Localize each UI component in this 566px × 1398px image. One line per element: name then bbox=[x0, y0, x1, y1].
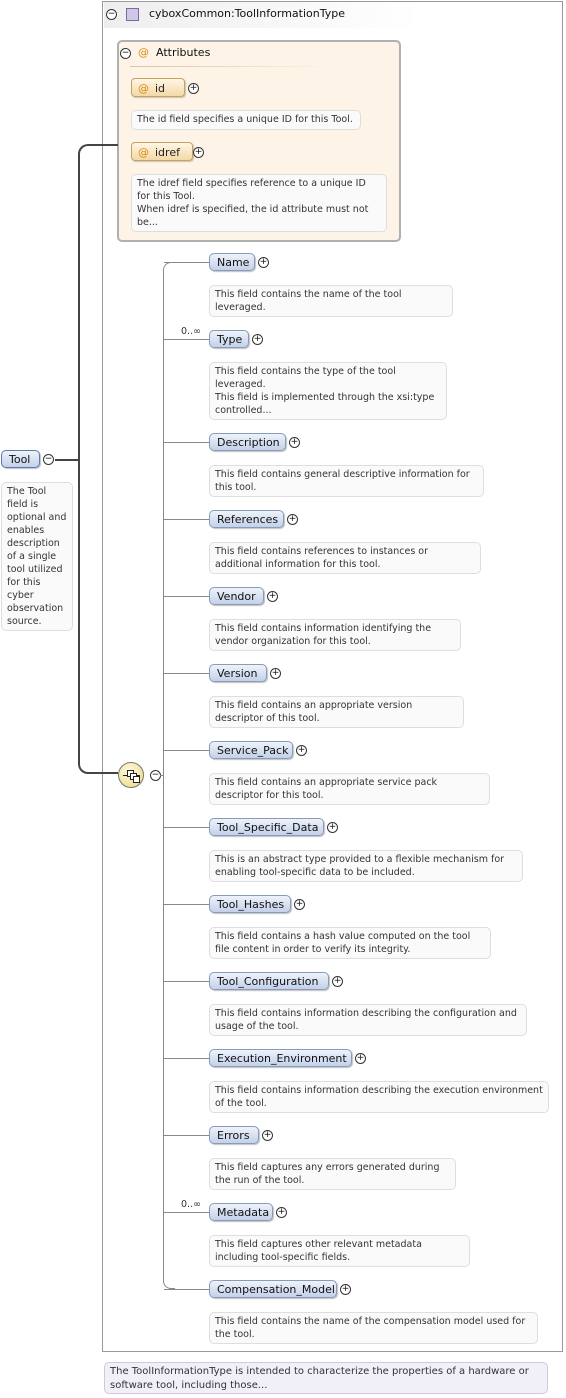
element-connector bbox=[164, 519, 209, 520]
element-connector bbox=[164, 596, 209, 597]
expand-icon[interactable]: + bbox=[333, 976, 342, 986]
element-doc: This field captures any errors generated during the run of the tool. bbox=[209, 1158, 456, 1190]
element-connector bbox=[164, 1058, 209, 1059]
element-doc: This field contains an appropriate version descriptor of this tool. bbox=[209, 696, 464, 728]
element-doc: This field captures other relevant metadata including tool-specific fields. bbox=[209, 1235, 470, 1267]
element-errors[interactable]: Errors bbox=[209, 1126, 259, 1144]
element-tool-specific-data[interactable]: Tool_Specific_Data bbox=[209, 818, 324, 836]
element-doc: This field contains a hash value computed on the tool file content in order to verify its integrity. bbox=[209, 927, 491, 959]
expand-icon[interactable]: + bbox=[295, 899, 304, 909]
type-name: cyboxCommon:ToolInformationType bbox=[149, 7, 345, 20]
element-doc: This field contains general descriptive information for this tool. bbox=[209, 465, 484, 497]
root-element-tool[interactable]: Tool bbox=[1, 450, 40, 468]
sequence-icon-box bbox=[133, 776, 140, 783]
expand-icon[interactable]: + bbox=[288, 514, 297, 524]
expand-icon[interactable]: + bbox=[341, 1284, 350, 1294]
element-connector bbox=[164, 673, 209, 674]
element-connector bbox=[164, 750, 209, 751]
attribute-idref[interactable] bbox=[131, 142, 193, 161]
element-connector bbox=[164, 1212, 209, 1213]
type-doc: The ToolInformationType is intended to characterize the properties of a hardware or software tool, including those... bbox=[104, 1362, 548, 1394]
expand-icon[interactable]: + bbox=[297, 745, 306, 755]
element-connector bbox=[164, 1135, 209, 1136]
element-doc: This field contains information identifying the vendor organization for this tool. bbox=[209, 619, 461, 651]
attribute-at-icon: @ bbox=[138, 146, 149, 159]
expand-icon[interactable]: + bbox=[194, 147, 203, 157]
element-doc: This field contains information describing the execution environment of the tool. bbox=[209, 1081, 549, 1113]
element-connector bbox=[164, 442, 209, 443]
element-connector bbox=[164, 827, 209, 828]
expand-icon[interactable]: + bbox=[277, 1207, 286, 1217]
element-execution-environment[interactable]: Execution_Environment bbox=[209, 1049, 352, 1067]
root-doc: The Tool field is optional and enables description of a single tool utilized for this cyber observation source. bbox=[1, 482, 73, 631]
expand-icon[interactable]: + bbox=[268, 591, 277, 601]
attribute-at-icon: @ bbox=[138, 82, 149, 95]
element-doc: This field contains the type of the tool leveraged. This field is implemented through the xsi:type controlled... bbox=[209, 362, 447, 420]
attributes-title: Attributes bbox=[156, 46, 211, 59]
element-version[interactable]: Version bbox=[209, 664, 267, 682]
element-references[interactable]: References bbox=[209, 510, 284, 528]
sequence-compositor-icon[interactable] bbox=[118, 762, 144, 788]
expand-icon[interactable]: + bbox=[189, 83, 198, 93]
attribute-id[interactable] bbox=[131, 78, 185, 97]
element-type[interactable]: Type bbox=[209, 330, 249, 348]
complex-type-icon bbox=[126, 8, 139, 21]
element-doc: This field contains information describing the configuration and usage of the tool. bbox=[209, 1004, 527, 1036]
attributes-title-underline bbox=[130, 66, 330, 67]
element-description[interactable]: Description bbox=[209, 433, 286, 451]
expand-icon[interactable]: + bbox=[259, 257, 268, 267]
root-collapse-icon[interactable]: − bbox=[44, 454, 53, 464]
sequence-collapse-icon[interactable]: − bbox=[151, 770, 160, 780]
type-collapse-icon[interactable]: − bbox=[107, 9, 116, 19]
multiplicity-label: 0..∞ bbox=[181, 1199, 201, 1210]
element-connector bbox=[164, 904, 209, 905]
expand-icon[interactable]: + bbox=[271, 668, 280, 678]
attribute-idref-doc: The idref field specifies reference to a unique ID for this Tool. When idref is specified, the id attribute must not be... bbox=[131, 174, 387, 232]
element-doc: This field contains the name of the compensation model used for the tool. bbox=[209, 1312, 538, 1344]
element-service-pack[interactable]: Service_Pack bbox=[209, 741, 293, 759]
attributes-collapse-icon[interactable]: − bbox=[121, 48, 130, 58]
element-connector bbox=[164, 1289, 209, 1290]
element-doc: This field contains an appropriate service pack descriptor for this tool. bbox=[209, 773, 490, 805]
attribute-at-icon: @ bbox=[138, 46, 149, 59]
element-tool-configuration[interactable]: Tool_Configuration bbox=[209, 972, 329, 990]
expand-icon[interactable]: + bbox=[263, 1130, 272, 1140]
attribute-idref-label: idref bbox=[155, 146, 180, 159]
root-bracket bbox=[78, 144, 118, 774]
element-tool-hashes[interactable]: Tool_Hashes bbox=[209, 895, 291, 913]
expand-icon[interactable]: + bbox=[356, 1053, 365, 1063]
element-compensation-model[interactable]: Compensation_Model bbox=[209, 1280, 337, 1298]
expand-icon[interactable]: + bbox=[253, 334, 262, 344]
element-connector bbox=[164, 262, 209, 263]
element-doc: This is an abstract type provided to a flexible mechanism for enabling tool-specific data to be included. bbox=[209, 850, 523, 882]
element-metadata[interactable]: Metadata bbox=[209, 1203, 273, 1221]
attribute-id-doc: The id field specifies a unique ID for this Tool. bbox=[131, 110, 361, 130]
expand-icon[interactable]: + bbox=[328, 822, 337, 832]
element-name[interactable]: Name bbox=[209, 253, 255, 271]
attribute-id-label: id bbox=[155, 82, 166, 95]
expand-icon[interactable]: + bbox=[290, 437, 299, 447]
element-connector bbox=[164, 981, 209, 982]
element-vendor[interactable]: Vendor bbox=[209, 587, 264, 605]
element-doc: This field contains the name of the tool leveraged. bbox=[209, 285, 453, 317]
root-connector bbox=[55, 459, 79, 461]
multiplicity-label: 0..∞ bbox=[181, 326, 201, 337]
element-doc: This field contains references to instances or additional information for this tool. bbox=[209, 542, 481, 574]
element-connector bbox=[164, 339, 209, 340]
